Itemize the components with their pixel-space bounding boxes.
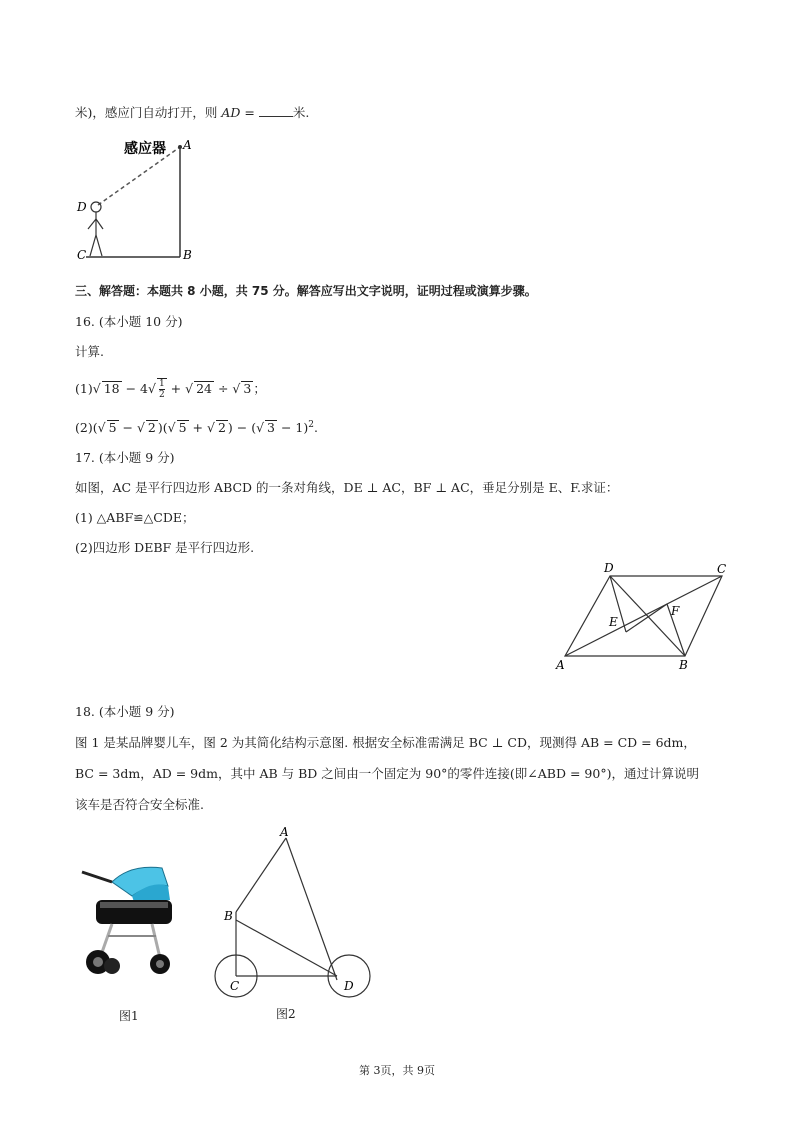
point-A-label: A xyxy=(183,138,192,152)
q16-intro: 计算. xyxy=(75,344,104,359)
q18-line3: 该车是否符合安全标准. xyxy=(75,797,204,812)
q15-text: 米)，感应门自动打开，则 AD = 米. xyxy=(75,105,310,120)
parallelogram-figure xyxy=(552,560,742,672)
label-A: A xyxy=(556,658,565,672)
sensor-figure xyxy=(72,135,202,265)
sensor-label: 感应器 xyxy=(124,141,166,157)
label-C: C xyxy=(717,562,727,576)
label-E: E xyxy=(609,615,618,629)
label-B: B xyxy=(224,909,233,923)
label-D: D xyxy=(344,979,354,993)
point-C-label: C xyxy=(77,248,87,262)
figure1-caption: 图1 xyxy=(119,1009,139,1023)
point-D-label: D xyxy=(77,200,87,214)
q16-part2: (2)(√ 5 − √ 2 )(√ 5 + √ 2 ) − (√ 3 − 1)$^2$. xyxy=(75,420,318,436)
q17-heading: 17. (本小题 9 分) xyxy=(75,450,175,465)
q18-heading: 18. (本小题 9 分) xyxy=(75,704,175,719)
stroller-image xyxy=(72,862,182,982)
q18-line1: 图 1 是某品牌婴儿车，图 2 为其简化结构示意图. 根据安全标准需满足 BC ⊥ CD，现测得 AB = CD = 6dm， xyxy=(75,735,696,750)
section-title: 三、解答题：本题共 8 小题，共 75 分。解答应写出文字说明，证明过程或演算步骤。 xyxy=(75,284,537,298)
label-D: D xyxy=(604,561,614,575)
page-footer: 第 3页，共 9页 xyxy=(359,1064,435,1077)
figure2-caption: 图2 xyxy=(276,1007,296,1021)
label-C: C xyxy=(230,979,240,993)
point-B-label: B xyxy=(183,248,192,262)
label-B: B xyxy=(679,658,688,672)
q17-part1: (1) △ABF≌△CDE； xyxy=(75,510,195,525)
q18-line2: BC = 3dm，AD = 9dm，其中 AB 与 BD 之间由一个固定为 90°的零件连接(即∠ABD = 90°)，通过计算说明 xyxy=(75,766,699,781)
answer-blank xyxy=(259,104,293,117)
label-F: F xyxy=(671,604,680,618)
q17-part2: (2)四边形 DEBF 是平行四边形. xyxy=(75,540,255,555)
q16-part1: (1)√ 18 − 4√ $\frac{1}{2}$ + √ 24 ÷ √ 3 ； xyxy=(75,379,266,400)
stroller-diagram xyxy=(212,822,382,1004)
q17-body: 如图，AC 是平行四边形 ABCD 的一条对角线，DE ⊥ AC，BF ⊥ AC，垂足分别是 E、F.求证： xyxy=(75,480,619,495)
label-A: A xyxy=(280,825,289,839)
q16-heading: 16. (本小题 10 分) xyxy=(75,314,183,329)
